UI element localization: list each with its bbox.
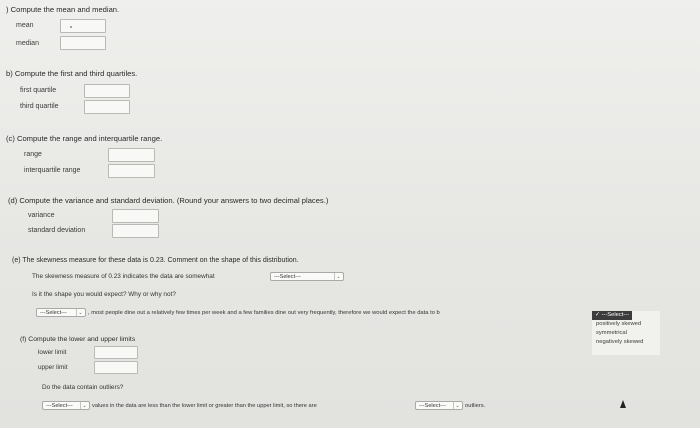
section-b-title: b) Compute the first and third quartiles. (6, 69, 138, 78)
variance-input[interactable] (112, 209, 159, 223)
range-label: range (24, 151, 42, 158)
lower-limit-input[interactable] (94, 346, 138, 359)
dropdown-option-positively-skewed[interactable]: positively skewed (596, 321, 642, 327)
outlier-values-select[interactable] (42, 401, 90, 410)
expectation-reason: , most people dine out a relatively few times per week and a few families dine out very frequently, therefore we would expect the data to b (88, 310, 440, 316)
shape-question: Is it the shape you would expect? Why or why not? (32, 291, 176, 298)
third-quartile-input[interactable] (84, 100, 130, 114)
standard-deviation-input[interactable] (112, 224, 159, 238)
section-e-title: (e) The skewness measure for these data is 0.23. Comment on the shape of this distribution. (12, 257, 299, 264)
section-f-title: (f) Compute the lower and upper limits (20, 336, 136, 343)
outlier-values-select-value: ---Select--- (46, 403, 73, 409)
median-label: median (16, 40, 39, 47)
shape-dropdown-menu[interactable] (592, 311, 660, 355)
dropdown-option-select[interactable]: ✓ ---Select--- (592, 311, 632, 320)
cursor-dot-icon (70, 26, 72, 28)
expectation-select-value: ---Select--- (40, 310, 67, 316)
dropdown-option-symmetrical[interactable]: symmetrical (596, 330, 627, 336)
median-input[interactable] (60, 36, 106, 50)
chevron-down-icon: ⌄ (76, 309, 84, 316)
lower-limit-label: lower limit (38, 349, 67, 356)
iqr-label: interquartile range (24, 167, 81, 174)
mean-input[interactable] (60, 19, 106, 33)
first-quartile-label: first quartile (20, 87, 57, 94)
outlier-existence-select[interactable] (415, 401, 463, 410)
outliers-end: outliers. (465, 403, 486, 409)
mean-label: mean (16, 22, 34, 29)
chevron-down-icon: ⌄ (453, 402, 461, 409)
skewness-statement: The skewness measure of 0.23 indicates the data are somewhat (32, 273, 215, 280)
range-input[interactable] (108, 148, 155, 162)
upper-limit-label: upper limit (38, 364, 68, 371)
upper-limit-input[interactable] (94, 361, 138, 374)
skewness-select[interactable] (270, 272, 344, 281)
chevron-down-icon: ⌄ (80, 402, 88, 409)
third-quartile-label: third quartile (20, 103, 59, 110)
variance-label: variance (28, 212, 55, 219)
iqr-input[interactable] (108, 164, 155, 178)
chevron-down-icon: ⌄ (334, 273, 342, 280)
section-d-title: (d) Compute the variance and standard deviation. (Round your answers to two decimal places.) (8, 196, 329, 205)
outliers-question: Do the data contain outliers? (42, 384, 124, 391)
expectation-select[interactable] (36, 308, 86, 317)
mouse-pointer-icon (620, 400, 626, 408)
first-quartile-input[interactable] (84, 84, 130, 98)
standard-deviation-label: standard deviation (28, 227, 86, 234)
dropdown-option-negatively-skewed[interactable]: negatively skewed (596, 339, 644, 345)
skewness-select-value: ---Select--- (274, 274, 301, 280)
section-c-title: (c) Compute the range and interquartile range. (6, 134, 163, 143)
section-a-title: ) Compute the mean and median. (6, 5, 120, 14)
outlier-existence-select-value: ---Select--- (419, 403, 446, 409)
outliers-explanation: values in the data are less than the lower limit or greater than the upper limit, so there are (92, 403, 317, 409)
